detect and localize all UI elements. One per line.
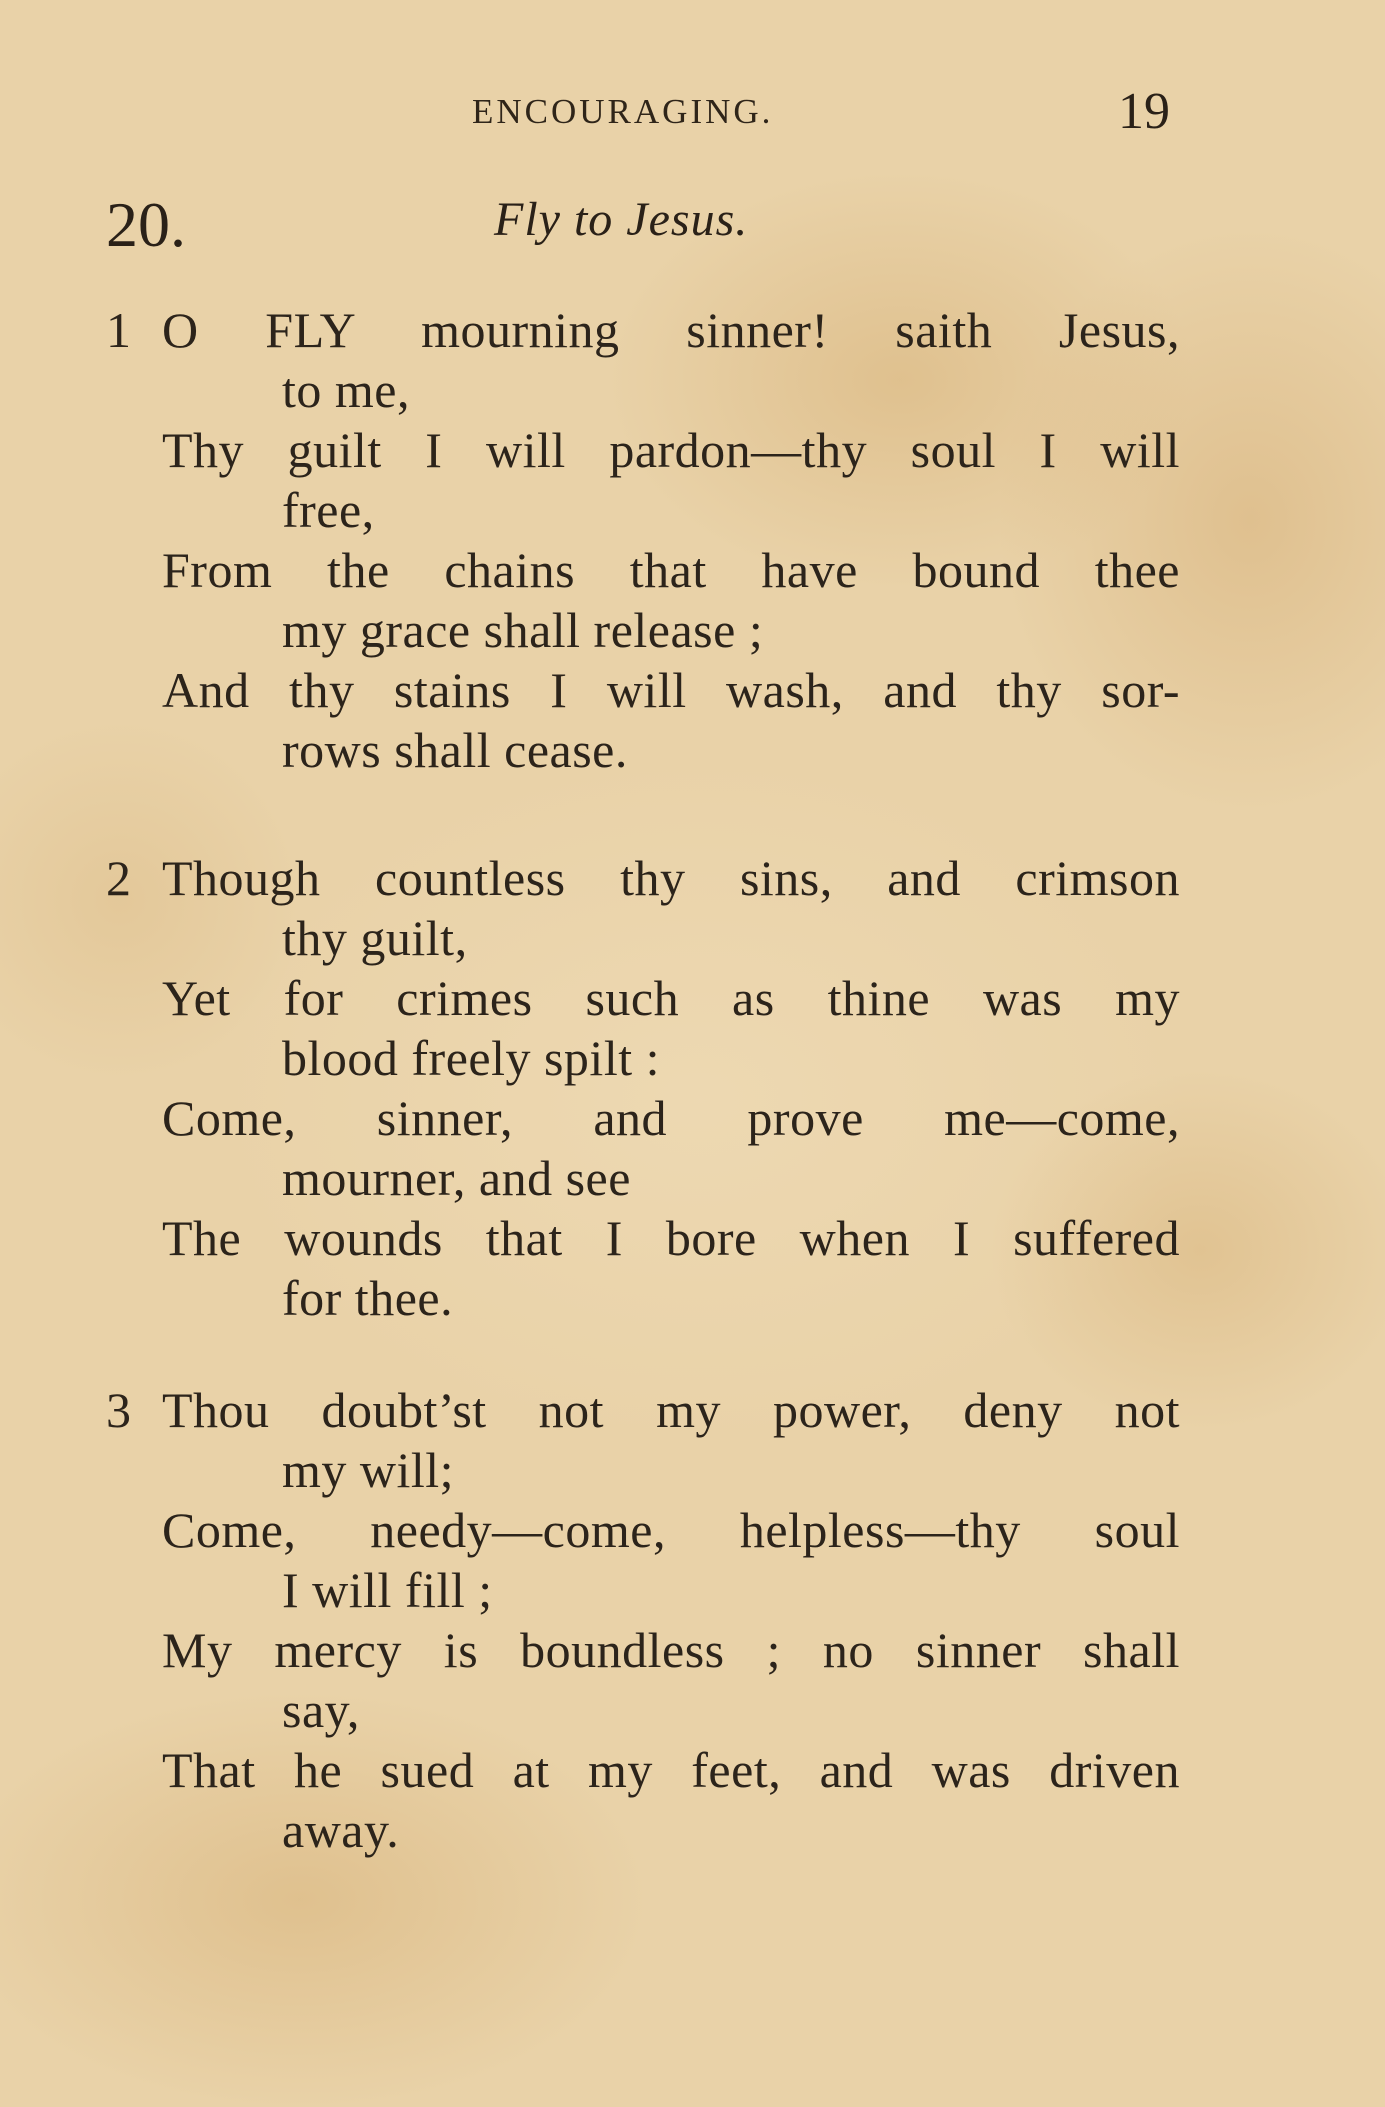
verse-line: The wounds that I bore when I suffered (162, 1210, 1180, 1266)
page-number: 19 (1118, 83, 1170, 140)
verse-line: That he sued at my feet, and was driven (162, 1742, 1180, 1798)
verse-line-continuation: away. (282, 1802, 400, 1858)
verse-line-continuation: for thee. (282, 1270, 454, 1326)
stanza-number: 2 (106, 850, 131, 906)
verse-line: From the chains that have bound thee (162, 542, 1180, 598)
stanza-number: 1 (106, 302, 131, 358)
verse-line: Thy guilt I will pardon—thy soul I will (162, 422, 1180, 478)
verse-line: Yet for crimes such as thine was my (162, 970, 1180, 1026)
verse-line-continuation: I will fill ; (282, 1562, 493, 1618)
verse-line: Come, sinner, and prove me—come, (162, 1090, 1180, 1146)
verse-line: Come, needy—come, helpless—thy soul (162, 1502, 1180, 1558)
hymn-number: 20. (106, 189, 186, 260)
verse-line: O FLY mourning sinner! saith Jesus, (162, 302, 1180, 358)
verse-line: Thou doubt’st not my power, deny not (162, 1382, 1180, 1438)
verse-line-continuation: say, (282, 1682, 360, 1738)
running-head: ENCOURAGING. (472, 92, 774, 131)
verse-line: My mercy is boundless ; no sinner shall (162, 1622, 1180, 1678)
verse-line-continuation: mourner, and see (282, 1150, 631, 1206)
verse-line-continuation: my will; (282, 1442, 455, 1498)
verse-line: And thy stains I will wash, and thy sor- (162, 662, 1180, 718)
verse-line-continuation: blood freely spilt : (282, 1030, 660, 1086)
verse-line-continuation: free, (282, 482, 375, 538)
verse-line: Though countless thy sins, and crimson (162, 850, 1180, 906)
stanza-number: 3 (106, 1382, 131, 1438)
verse-line-continuation: rows shall cease. (282, 722, 628, 778)
verse-line-continuation: my grace shall release ; (282, 602, 764, 658)
verse-line-continuation: thy guilt, (282, 910, 468, 966)
hymn-title: Fly to Jesus. (494, 193, 749, 246)
verse-line-continuation: to me, (282, 362, 410, 418)
